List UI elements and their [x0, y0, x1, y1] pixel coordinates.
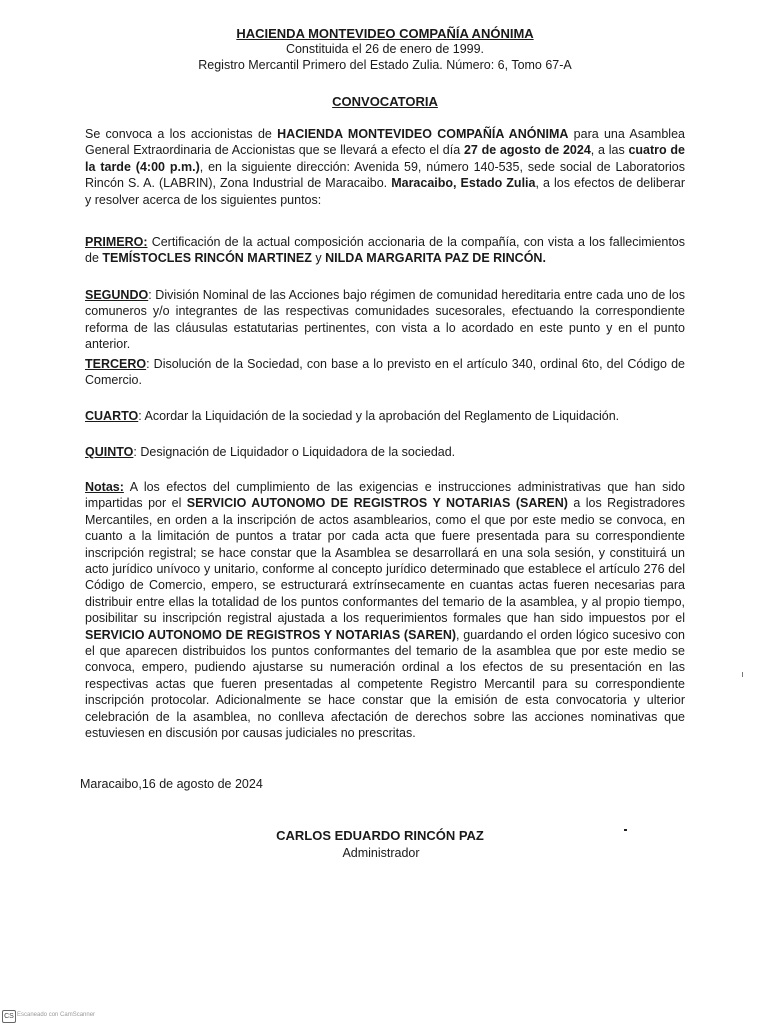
camscanner-logo-icon: CS: [2, 1010, 16, 1023]
intro-text-4: , en la siguiente dirección: Avenida 59, número 140-535, sede social de Laboratorios Rincón S. A. (LABRIN), Zona Industrial de Maracaibo.: [85, 159, 685, 191]
point-quinto: [85, 444, 685, 460]
intro-text-2: para una Asamblea General Extraordinaria de Accionistas que se llevará a efecto el día: [85, 127, 685, 158]
deceased-name-2: NILDA MARGARITA PAZ DE RINCÓN.: [325, 251, 546, 266]
saren-name-1: SERVICIO AUTONOMO DE REGISTROS Y NOTARIAS (SAREN): [186, 496, 568, 511]
point-label: TERCERO: [85, 357, 147, 371]
document-title: CONVOCATORIA: [332, 94, 438, 109]
point-text: : División Nominal de las Acciones bajo régimen de comunidad hereditaria entre cada uno de los comuneros y/o integrantes de las respectivas comunidades sucesorales, efectuando la correspondiente reforma de las cláusulas estatutarias pertinentes, con vista a lo acordado en este punto y en el punto anterior.: [85, 288, 685, 352]
notes-text-2: a los Registradores Mercantiles, en orden a la inscripción de actos asamblearios, como el que por este medio se convoca, en cuanto a la limitación de puntos a tratar por cada acta que fuere presentada para su correspondiente inscripción registral; se hace constar que la Asamblea se desarrollará en una sola sesión, y constituirá un acto jurídico unívoco y unitario, conforme al concepto jurídico determinado que establece el artículo 276 del Código de Comercio, empero, se estructurará extrínsecamente en cuantas actas fueren necesarias para distribuir entre ellas la totalidad de los puntos conformantes del temario de la asamblea, y al propio tiempo, posibilitar su inscripción registral ajustada a los requerimientos formales que han sido impuestos por el: [85, 496, 685, 626]
point-cuarto: [85, 408, 685, 424]
point-segundo: [85, 287, 685, 353]
meeting-date: 27 de agosto de 2024: [463, 143, 591, 158]
signatory-name: CARLOS EDUARDO RINCÓN PAZ: [276, 828, 484, 843]
scan-speck: [624, 829, 627, 831]
conjunction-text: y: [311, 251, 326, 266]
intro-company: HACIENDA MONTEVIDEO COMPAÑÍA ANÓNIMA: [277, 127, 569, 141]
point-label: SEGUNDO: [85, 288, 149, 302]
scan-speck: [742, 672, 743, 677]
intro-text-1: Se convoca a los accionistas de: [85, 127, 278, 141]
point-label: CUARTO: [85, 409, 139, 423]
point-label: QUINTO: [85, 445, 134, 459]
scanner-watermark: Escaneado con CamScanner: [17, 1012, 96, 1018]
point-text: : Designación de Liquidador o Liquidadora de la sociedad.: [133, 445, 456, 459]
meeting-time: cuatro de la tarde (4:00 p.m.): [85, 143, 685, 174]
constitution-line: Constituida el 26 de enero de 1999.: [285, 42, 485, 56]
point-text: : Acordar la Liquidación de la sociedad y la aprobación del Reglamento de Liquidación.: [138, 409, 620, 423]
registry-line: Registro Mercantil Primero del Estado Zulia. Número: 6, Tomo 67-A: [198, 58, 572, 72]
intro-paragraph: [85, 126, 685, 208]
company-title: HACIENDA MONTEVIDEO COMPAÑÍA ANÓNIMA: [236, 26, 534, 41]
point-text: : Disolución de la Sociedad, con base a lo previsto en el artículo 340, ordinal 6to, del Código de Comercio.: [85, 357, 685, 388]
point-primero: [85, 234, 685, 267]
notes-text-3: , guardando el orden lógico sucesivo con el que aparecen distribuidos los puntos conformantes del temario de la asamblea que por este medio se convoca, empero, pudiendo ajustarse su numeración ordinal a los efectos de su presentación en las respectivas actas que fueren presentadas al competente Registro Mercantil para su correspondiente inscripción protocolar. Adicionalmente se hace constar que la emisión de esta convocatoria y ulterior celebración de la asamblea, no conlleva afectación de derechos sobre las acciones nominativas que estuviesen en discusión por causas judiciales no prescritas.: [85, 627, 685, 741]
place-date: Maracaibo,16 de agosto de 2024: [80, 777, 263, 791]
deceased-name-1: TEMÍSTOCLES RINCÓN MARTINEZ: [102, 251, 312, 266]
intro-text-5: , a los efectos de deliberar y resolver acerca de los siguientes puntos:: [85, 176, 685, 207]
notes-label: Notas:: [85, 480, 124, 494]
intro-text-3: , a las: [590, 143, 629, 158]
notes-paragraph: [85, 479, 685, 742]
point-tercero: [85, 356, 685, 389]
point-text: Certificación de la actual composición accionaria de la compañía, con vista a los fallecimientos de: [85, 235, 685, 266]
saren-name-2: SERVICIO AUTONOMO DE REGISTROS Y NOTARIAS (SAREN): [85, 627, 457, 642]
notes-text-1: A los efectos del cumplimiento de las exigencias e instrucciones administrativas que han sido impartidas por el: [85, 480, 685, 511]
point-label: PRIMERO:: [85, 235, 148, 249]
signatory-role: Administrador: [342, 846, 420, 860]
meeting-city: Maracaibo, Estado Zulia: [391, 176, 536, 191]
